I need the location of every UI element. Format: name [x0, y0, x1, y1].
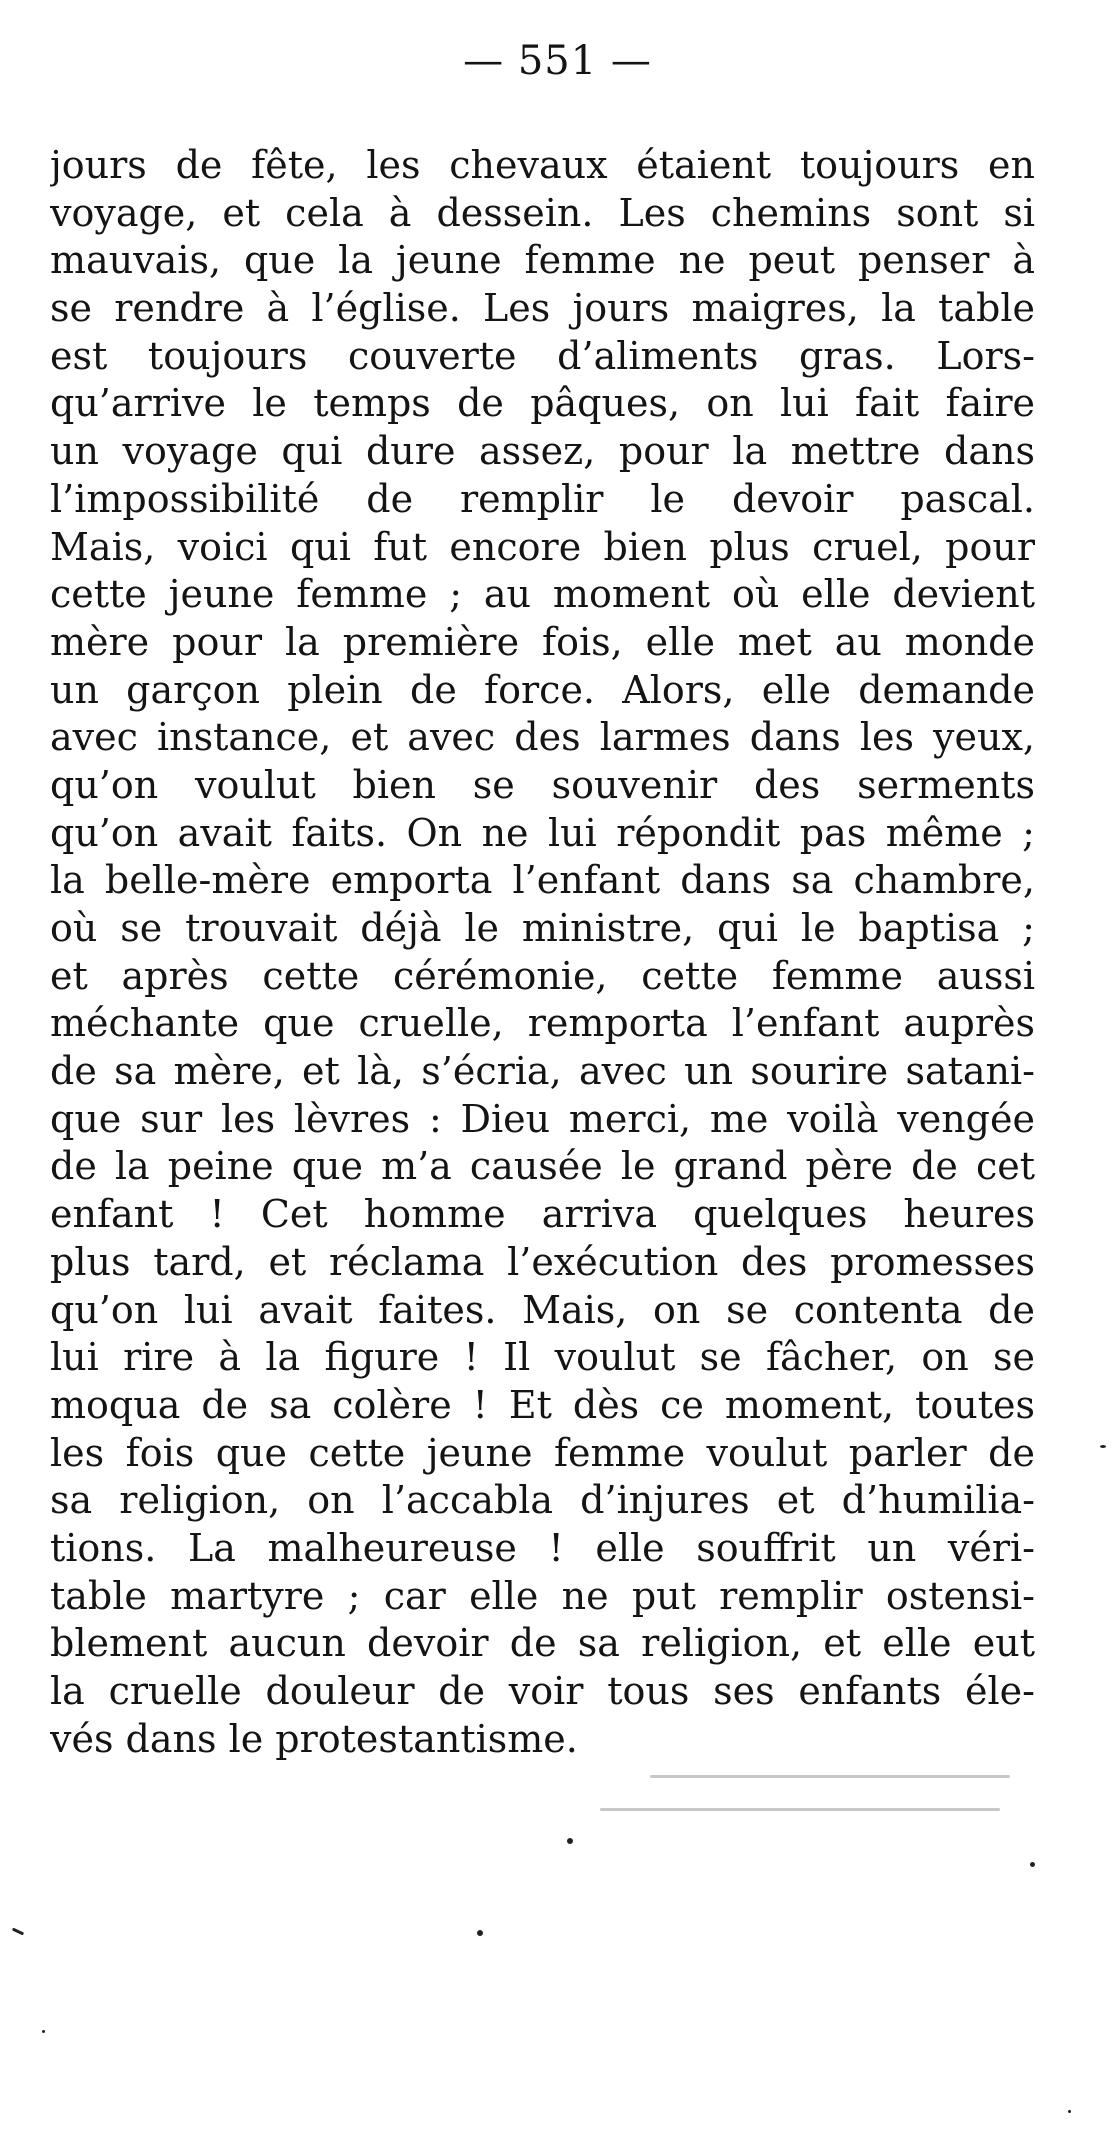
text-line: un voyage qui dure assez, pour la mettre dans: [50, 429, 1035, 474]
text-line: la cruelle douleur de voir tous ses enfants éle-: [50, 1669, 1035, 1713]
text-line: de la peine que m’a causée le grand père de cet: [50, 1144, 1035, 1189]
text-line: enfant ! Cet homme arriva quelques heures: [50, 1192, 1035, 1237]
scan-speck: [1068, 2110, 1071, 2113]
text-line: les fois que cette jeune femme voulut parler de: [50, 1430, 1035, 1475]
text-line: méchante que cruelle, remporta l’enfant auprès: [50, 1001, 1035, 1046]
text-line: mauvais, que la jeune femme ne peut penser à: [50, 238, 1035, 283]
text-line: tions. La malheureuse ! elle souffrit un véri-: [50, 1525, 1035, 1570]
text-line: Mais, voici qui fut encore bien plus cruel, pour: [50, 524, 1035, 569]
text-line: sa religion, on l’accabla d’injures et d’humilia-: [50, 1478, 1035, 1523]
text-line: avec instance, et avec des larmes dans les yeux,: [50, 715, 1035, 760]
text-line: qu’on voulut bien se souvenir des serments: [50, 762, 1035, 807]
bleed-through-smudge: [650, 1775, 1010, 1778]
scan-speck: [12, 1928, 24, 1936]
text-line: qu’arrive le temps de pâques, on lui fait faire: [50, 381, 1035, 426]
text-line: la belle-mère emporta l’enfant dans sa chambre,: [50, 858, 1035, 903]
bleed-through-smudge: [600, 1808, 1000, 1811]
text-line: table martyre ; car elle ne put remplir ostensi-: [50, 1573, 1035, 1618]
text-line: jours de fête, les chevaux étaient toujours en: [50, 143, 1035, 187]
text-line: mère pour la première fois, elle met au monde: [50, 619, 1035, 664]
text-line: lui rire à la figure ! Il voulut se fâcher, on se: [50, 1335, 1035, 1380]
scan-speck: [1030, 1862, 1035, 1867]
text-line: où se trouvait déjà le ministre, qui le baptisa ;: [50, 906, 1035, 950]
text-line: que sur les lèvres : Dieu merci, me voilà vengée: [50, 1096, 1035, 1141]
text-line: un garçon plein de force. Alors, elle demande: [50, 667, 1035, 712]
text-line: se rendre à l’église. Les jours maigres, la table: [50, 286, 1035, 331]
text-line: voyage, et cela à dessein. Les chemins sont si: [50, 190, 1035, 235]
text-line: de sa mère, et là, s’écria, avec un sourire satani-: [50, 1049, 1035, 1094]
text-line: qu’on lui avait faites. Mais, on se contenta de: [50, 1287, 1035, 1332]
scan-speck: [477, 1930, 483, 1936]
text-line: l’impossibilité de remplir le devoir pascal.: [50, 476, 1035, 521]
text-line: est toujours couverte d’aliments gras. Lors-: [50, 333, 1035, 378]
text-line: qu’on avait faits. On ne lui répondit pas même ;: [50, 810, 1035, 855]
text-line: vés dans le protestantisme.: [50, 1716, 578, 1761]
page-number: — 551 —: [463, 38, 652, 84]
text-line: et après cette cérémonie, cette femme aussi: [50, 953, 1035, 998]
text-line: blement aucun devoir de sa religion, et elle eut: [50, 1621, 1035, 1666]
scan-speck: [567, 1838, 573, 1844]
text-line: plus tard, et réclama l’exécution des promesses: [50, 1239, 1035, 1284]
text-line: cette jeune femme ; au moment où elle devient: [50, 572, 1035, 617]
body-text: [50, 142, 1035, 1763]
scan-speck: [1100, 1445, 1106, 1448]
scan-speck: [42, 2030, 45, 2033]
text-line: moqua de sa colère ! Et dès ce moment, toutes: [50, 1382, 1035, 1427]
